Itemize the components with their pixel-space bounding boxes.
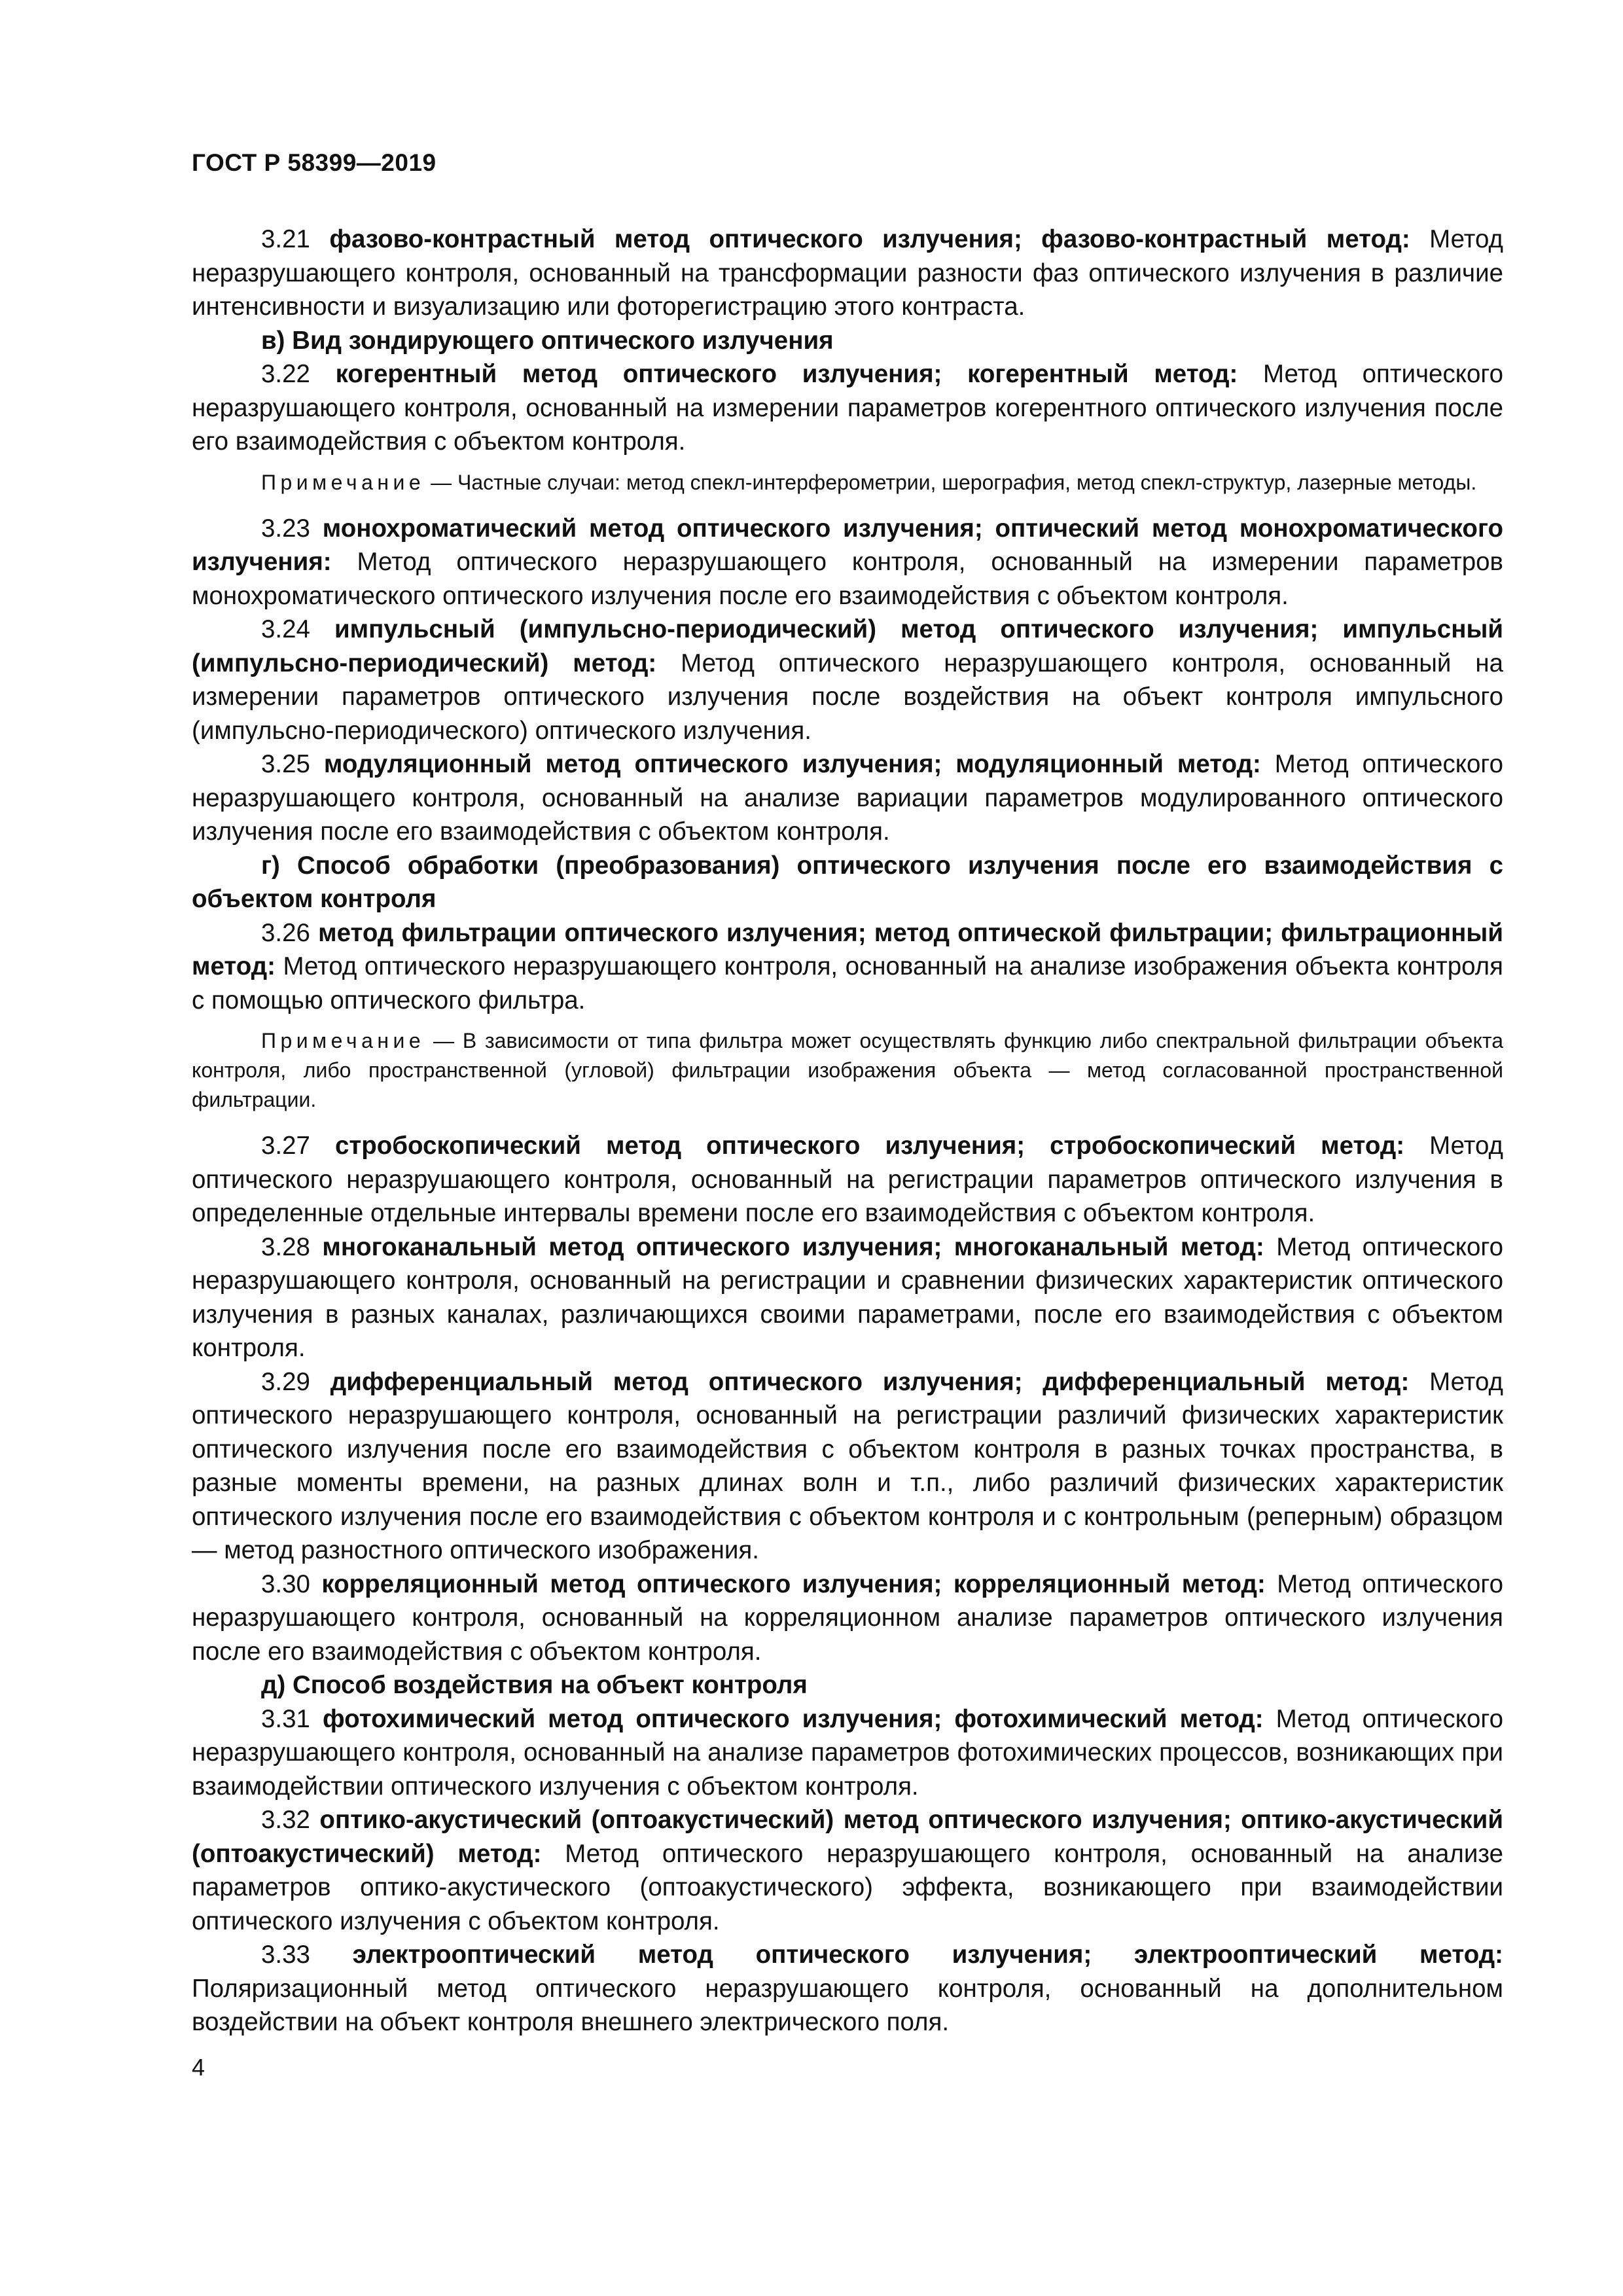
term-3-22: 3.22 когерентный метод оптического излучения; когерентный метод: Метод оптического неразрушающего контроля, основанный на измерении параметров когерентного оптического излучения после его взаимодействия с объектом контроля. [192,360,1504,456]
term-3-27: 3.27 стробоскопический метод оптического излучения; стробоскопический метод: Метод оптического неразрушающего контроля, основанный на регистрации параметров оптического излучения в определенные отдельные интервалы времени после его взаимодействия с объектом контроля. [192,1132,1504,1227]
term-3-29: 3.29 дифференциальный метод оптического излучения; дифференциальный метод: Метод оптического неразрушающего контроля, основанный на регистрации различий физических характеристик оптического излучения после его взаимодействия с объектом контроля в разных точках пространства, в разные моменты времени, на разных длинах волн и т.п., либо различий физических характеристик оптического излучения после его взаимодействия с объектом контроля и с контрольным (реперным) образцом — метод разностного оптического изображения. [192,1367,1504,1564]
note-3-22: Примечание — Частные случаи: метод спекл-интерферометрии, шерография, метод спекл-структур, лазерные методы. [261,470,1477,494]
term-3-23: 3.23 монохроматический метод оптического излучения; оптический метод монохроматического излучения: Метод оптического неразрушающего контроля, основанный на измерении параметров монохроматического оптического излучения после его взаимодействия с объектом контроля. [192,514,1503,610]
section-heading-g: г) Способ обработки (преобразования) оптического излучения после его взаимодействия с объектом контроля [192,851,1503,913]
section-heading-d: д) Способ воздействия на объект контроля [261,1671,808,1699]
term-3-26: 3.26 метод фильтрации оптического излучения; метод оптической фильтрации; фильтрационный метод: Метод оптического неразрушающего контроля, основанный на анализе изображения объекта контроля с помощью оптического фильтра. [192,918,1503,1014]
term-3-32: 3.32 оптико-акустический (оптоакустический) метод оптического излучения; оптико-акустический (оптоакустический) метод: Метод оптического неразрушающего контроля, основанный на анализе параметров оптико-акустического (оптоакустического) эффекта, возникающего при взаимодействии оптического излучения с объектом контроля. [192,1806,1504,1935]
term-3-30: 3.30 корреляционный метод оптического излучения; корреляционный метод: Метод оптического неразрушающего контроля, основанный на корреляционном анализе параметров оптического излучения после его взаимодействия с объектом контроля. [192,1570,1503,1666]
document-content [192,223,1503,2039]
term-3-24: 3.24 импульсный (импульсно-периодический) метод оптического излучения; импульсный (импульсно-периодический) метод: Метод оптического неразрушающего контроля, основанный на измерении параметров оптического излучения после воздействия на объект контроля импульсного (импульсно-периодического) оптического излучения. [192,615,1503,745]
section-heading-v: в) Вид зондирующего оптического излучения [261,326,834,355]
standard-header: ГОСТ Р 58399—2019 [192,149,437,176]
term-3-25: 3.25 модуляционный метод оптического излучения; модуляционный метод: Метод оптического неразрушающего контроля, основанный на анализе вариации параметров модулированного оптического излучения после его взаимодействия с объектом контроля. [192,750,1504,846]
page-number: 4 [192,2054,205,2081]
note-3-26: Примечание — В зависимости от типа фильтра может осуществлять функцию либо спектральной фильтрации объекта контроля, либо пространственной (угловой) фильтрации изображения объекта — метод согласованной пространственной фильтрации. [192,1029,1504,1111]
term-3-21: 3.21 фазово-контрастный метод оптического излучения; фазово-контрастный метод: Метод неразрушающего контроля, основанный на трансформации разности фаз оптического излучения в различие интенсивности и визуализацию или фоторегистрацию этого контраста. [192,225,1503,321]
term-3-28: 3.28 многоканальный метод оптического излучения; многоканальный метод: Метод оптического неразрушающего контроля, основанный на регистрации и сравнении физических характеристик оптического излучения в разных каналах, различающихся своими параметрами, после его взаимодействия с объектом контроля. [192,1232,1504,1362]
term-3-33: 3.33 электрооптический метод оптического излучения; электрооптический метод: Поляризационный метод оптического неразрушающего контроля, основанный на дополнительном воздействии на объект контроля внешнего электрического поля. [192,1941,1503,2036]
document-page [192,0,1503,2296]
term-3-31: 3.31 фотохимический метод оптического излучения; фотохимический метод: Метод оптического неразрушающего контроля, основанный на анализе параметров фотохимических процессов, возникающих при взаимодействии оптического излучения с объектом контроля. [192,1704,1503,1801]
